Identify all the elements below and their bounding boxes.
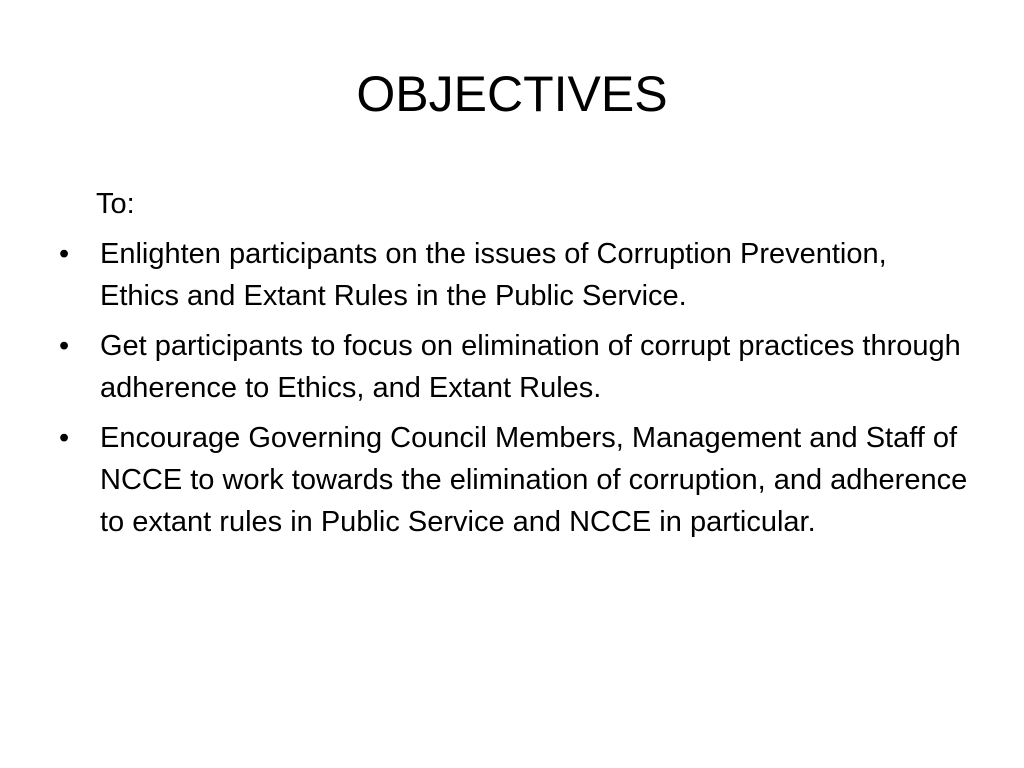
list-item — [56, 417, 968, 543]
bullet-icon: • — [59, 422, 70, 454]
list-item-text: Enlighten participants on the issues of Corruption Prevention, Ethics and Extant Rules in the Public Service. — [100, 238, 887, 312]
intro-text: To: — [96, 188, 135, 220]
bullet-icon: • — [59, 238, 70, 270]
objectives-list — [56, 233, 968, 543]
list-item-text: Encourage Governing Council Members, Management and Staff of NCCE to work towards the elimination of corruption, and adherence to extant rules in Public Service and NCCE in particular. — [100, 422, 968, 538]
bullet-icon: • — [59, 330, 70, 362]
list-item — [56, 325, 968, 409]
list-item-text: Get participants to focus on elimination of corrupt practices through adherence to Ethics, and Extant Rules. — [100, 330, 961, 404]
slide-title: OBJECTIVES — [356, 66, 668, 122]
list-item — [56, 233, 968, 317]
slide-body — [56, 183, 968, 551]
